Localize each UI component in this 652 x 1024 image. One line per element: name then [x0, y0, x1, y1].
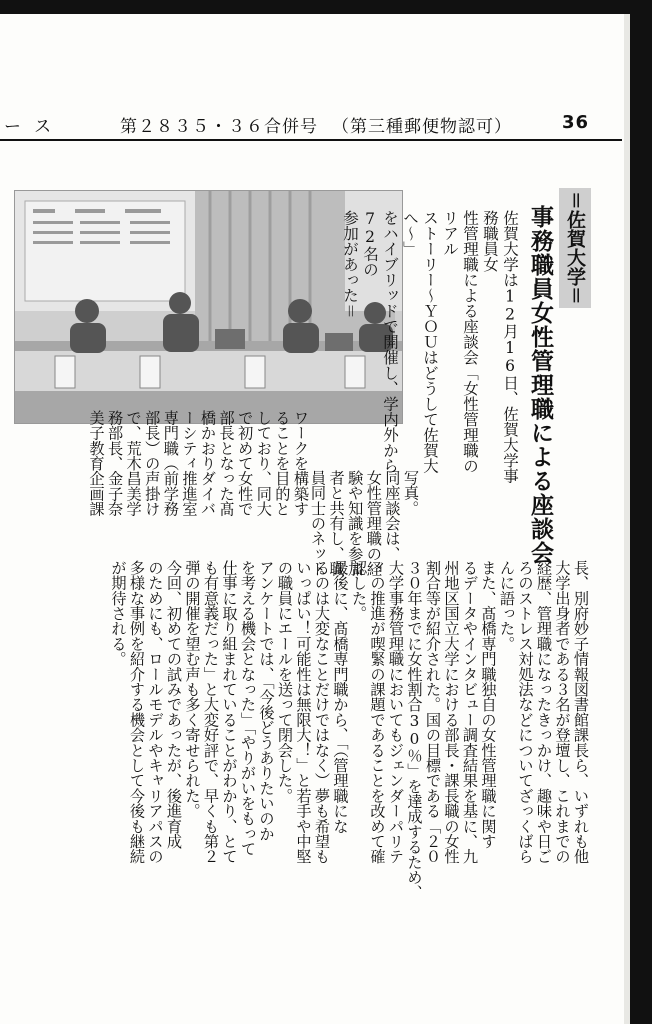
body-line: 同座談会は、: [383, 470, 402, 562]
right-border: [630, 0, 652, 1024]
postal-permit: （第三種郵便物認可）: [332, 117, 512, 137]
header-rule: [0, 139, 622, 141]
body-column-bottom: [40, 410, 310, 570]
body-line: も有意義だった」と大変好評で、早くも第２: [202, 560, 220, 864]
body-line: しており、同大: [254, 410, 273, 517]
body-line: ワークを構築す: [292, 410, 310, 517]
body-line: で初めて女性で: [236, 410, 255, 517]
lead-line: をハイブリッドで開催し、学内外から72名の: [361, 210, 399, 474]
body-line: ろのストレス対処法などについてざっくばら: [516, 560, 535, 864]
body-line: いっぱい！可能性は無限大！」と若手や中堅: [294, 560, 313, 864]
body-line: 写真。: [402, 470, 420, 516]
body-line: アンケートでは、「今後どうありたいのか: [257, 560, 276, 842]
body-line: 美子教育企画課: [87, 410, 106, 517]
body-line: 多様な事例を紹介する機会として今後も継続: [128, 560, 146, 864]
body-line: ーシティ推進室: [180, 410, 199, 517]
article-lead: [341, 210, 520, 485]
body-line: の職員にエールを送って閉会した。: [276, 560, 294, 804]
body-column-lower: [40, 560, 590, 980]
body-line: 仕事に取り組まれていることがわかり、とて: [220, 560, 239, 864]
top-border: [0, 0, 652, 14]
body-line: 州地区国立大学における部長・課長職の女性: [442, 560, 461, 864]
body-line: 橋かおりダイバ: [199, 410, 218, 517]
section-name: ース: [4, 117, 66, 137]
lead-line: 性管理職による座談会「女性管理職のリアル: [441, 210, 479, 474]
body-line: 女性管理職の経: [364, 470, 383, 577]
body-line: 部長）の声掛け: [143, 410, 162, 517]
body-line: ィの推進が喫緊の課題であることを改めて確: [368, 560, 387, 864]
body-line: 弾の開催を望む声も多く寄せられた。: [183, 560, 202, 819]
body-line: で、荒木昌美学: [124, 410, 143, 517]
body-line: 大学事務管理職においてもジェンダーパリテ: [387, 560, 405, 864]
page-header: [0, 112, 620, 138]
lead-line: ストーリー～ＹＯＵはどうして佐賀大へ～」: [401, 210, 439, 474]
body-line: るのは大変なことだけではなく）夢も希望も: [313, 560, 331, 864]
body-line: 専門職（前学務: [161, 410, 180, 517]
lead-line: 参加があった＝: [341, 210, 359, 319]
body-line: 割合等が紹介された。国の目標である「２０: [424, 560, 442, 864]
body-line: 験や知識を参加: [346, 470, 365, 577]
university-tag: ＝佐賀大学＝: [559, 188, 591, 308]
body-line: 認した。: [350, 560, 368, 621]
body-line: ることを目的と: [273, 410, 292, 517]
body-line: 員同士のネット: [309, 470, 328, 577]
body-line: 経歴、管理職になったきっかけ、趣味や日ご: [535, 560, 553, 864]
body-line: また、髙橋専門職独自の女性管理職に関す: [479, 560, 498, 849]
lead-line: 佐賀大学は12月16日、佐賀大学事務職員女: [481, 210, 519, 484]
issue-number: 第２８３５・３６合併号: [120, 117, 318, 137]
page-number: 36: [562, 112, 590, 133]
body-line: ３０年までに女性割合30％」を達成するため、: [405, 560, 424, 900]
body-line: 者と共有し、職: [327, 470, 346, 577]
body-line: 部長となった髙: [217, 410, 236, 517]
body-line: んに語った。: [498, 560, 516, 652]
body-line: 務部長、金子奈: [106, 410, 125, 517]
body-line: 今回、初めての試みであったが、後進育成: [165, 560, 183, 849]
body-line: 大学出身者である３名が登壇し、これまでの: [553, 560, 572, 864]
body-line: のためにも、ロールモデルやキャリアパスの: [146, 560, 165, 864]
body-line: るデータやインタビュー調査結果を基に、九: [461, 560, 479, 864]
article-headline: 事務職員女性管理職による座談会: [527, 205, 553, 565]
body-line: を考える機会となった」「やりがいをもって: [239, 560, 257, 857]
page-edge: [624, 14, 630, 1024]
body-line: 最後に、髙橋専門職から、「（管理職にな: [331, 560, 350, 834]
body-line: が期待される。: [109, 560, 128, 667]
body-line: 長、別府妙子情報図書館課長ら、いずれも他: [572, 560, 590, 864]
